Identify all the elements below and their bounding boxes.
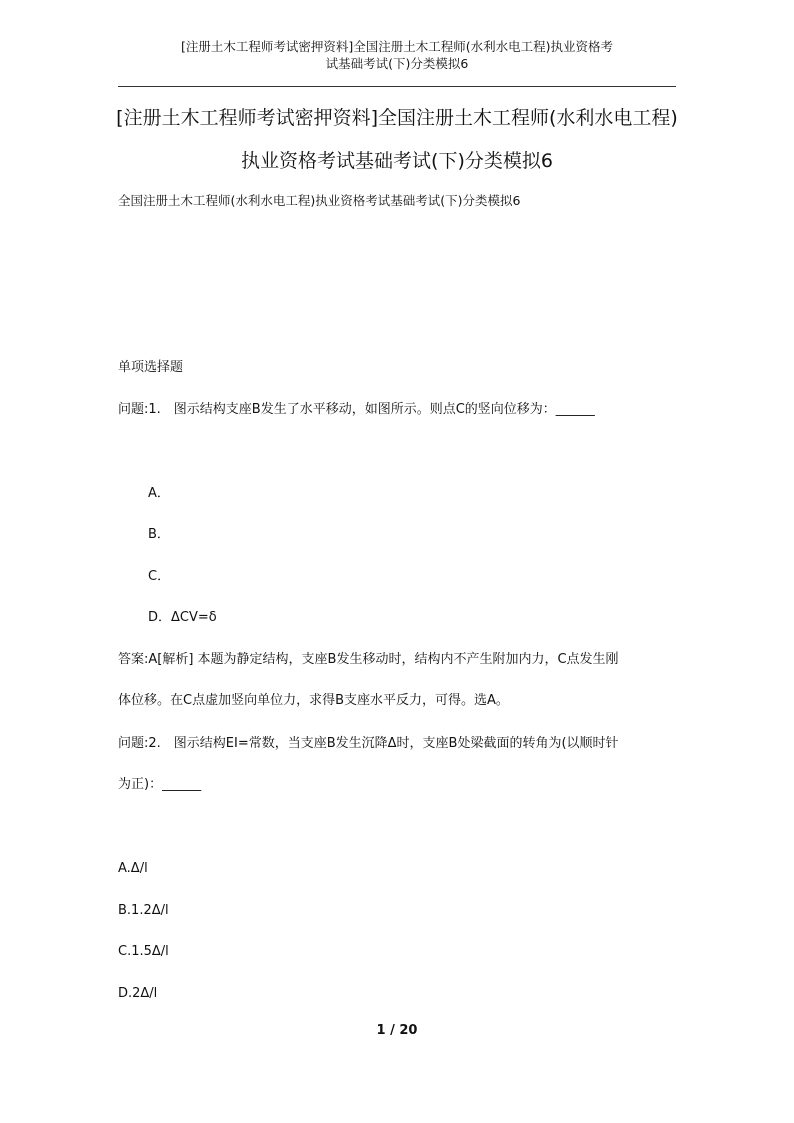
section-heading: 单项选择题 [118, 360, 184, 375]
page-number: 1 / 20 [376, 1023, 418, 1038]
question-1-option-c: C． [148, 569, 171, 584]
running-header-line1: [注册土木工程师考试密押资料]全国注册土木工程师(水利水电工程)执业资格考 [180, 39, 613, 54]
question-1-answer-line1: 答案:A[解析] 本题为静定结构，支座B发生移动时，结构内不产生附加内力，C点发生刚 [118, 652, 619, 667]
question-2-option-a: A.Δ/l [118, 861, 148, 876]
question-2-text-line1: 问题:2. 图示结构EI=常数，当支座B发生沉降Δ时，支座B处梁截面的转角为(以顺时针 [118, 736, 619, 751]
document-title-line1: [注册土木工程师考试密押资料]全国注册土木工程师(水利水电工程) [116, 107, 678, 129]
question-2-option-d: D.2Δ/l [118, 986, 158, 1001]
running-header-line2: 试基础考试(下)分类模拟6 [325, 56, 469, 71]
question-2-option-b: B.1.2Δ/l [118, 903, 169, 918]
running-header [118, 38, 676, 72]
document-title-line2: 执业资格考试基础考试(下)分类模拟6 [241, 150, 553, 172]
document-subtitle: 全国注册土木工程师(水利水电工程)执业资格考试基础考试(下)分类模拟6 [118, 193, 521, 208]
question-1-answer-line2: 体位移。在C点虚加竖向单位力，求得B支座水平反力，可得。选A。 [118, 693, 509, 708]
question-2-option-c: C.1.5Δ/l [118, 944, 169, 959]
question-1-option-a: A． [148, 486, 170, 501]
question-2-text-line2: 为正)：______ [118, 777, 202, 792]
question-1-option-b: B． [148, 527, 170, 542]
header-divider [118, 86, 676, 87]
question-1-option-d: D．ΔCV=δ [148, 610, 217, 625]
question-1-text: 问题:1. 图示结构支座B发生了水平移动，如图所示。则点C的竖向位移为：______ [118, 402, 595, 417]
